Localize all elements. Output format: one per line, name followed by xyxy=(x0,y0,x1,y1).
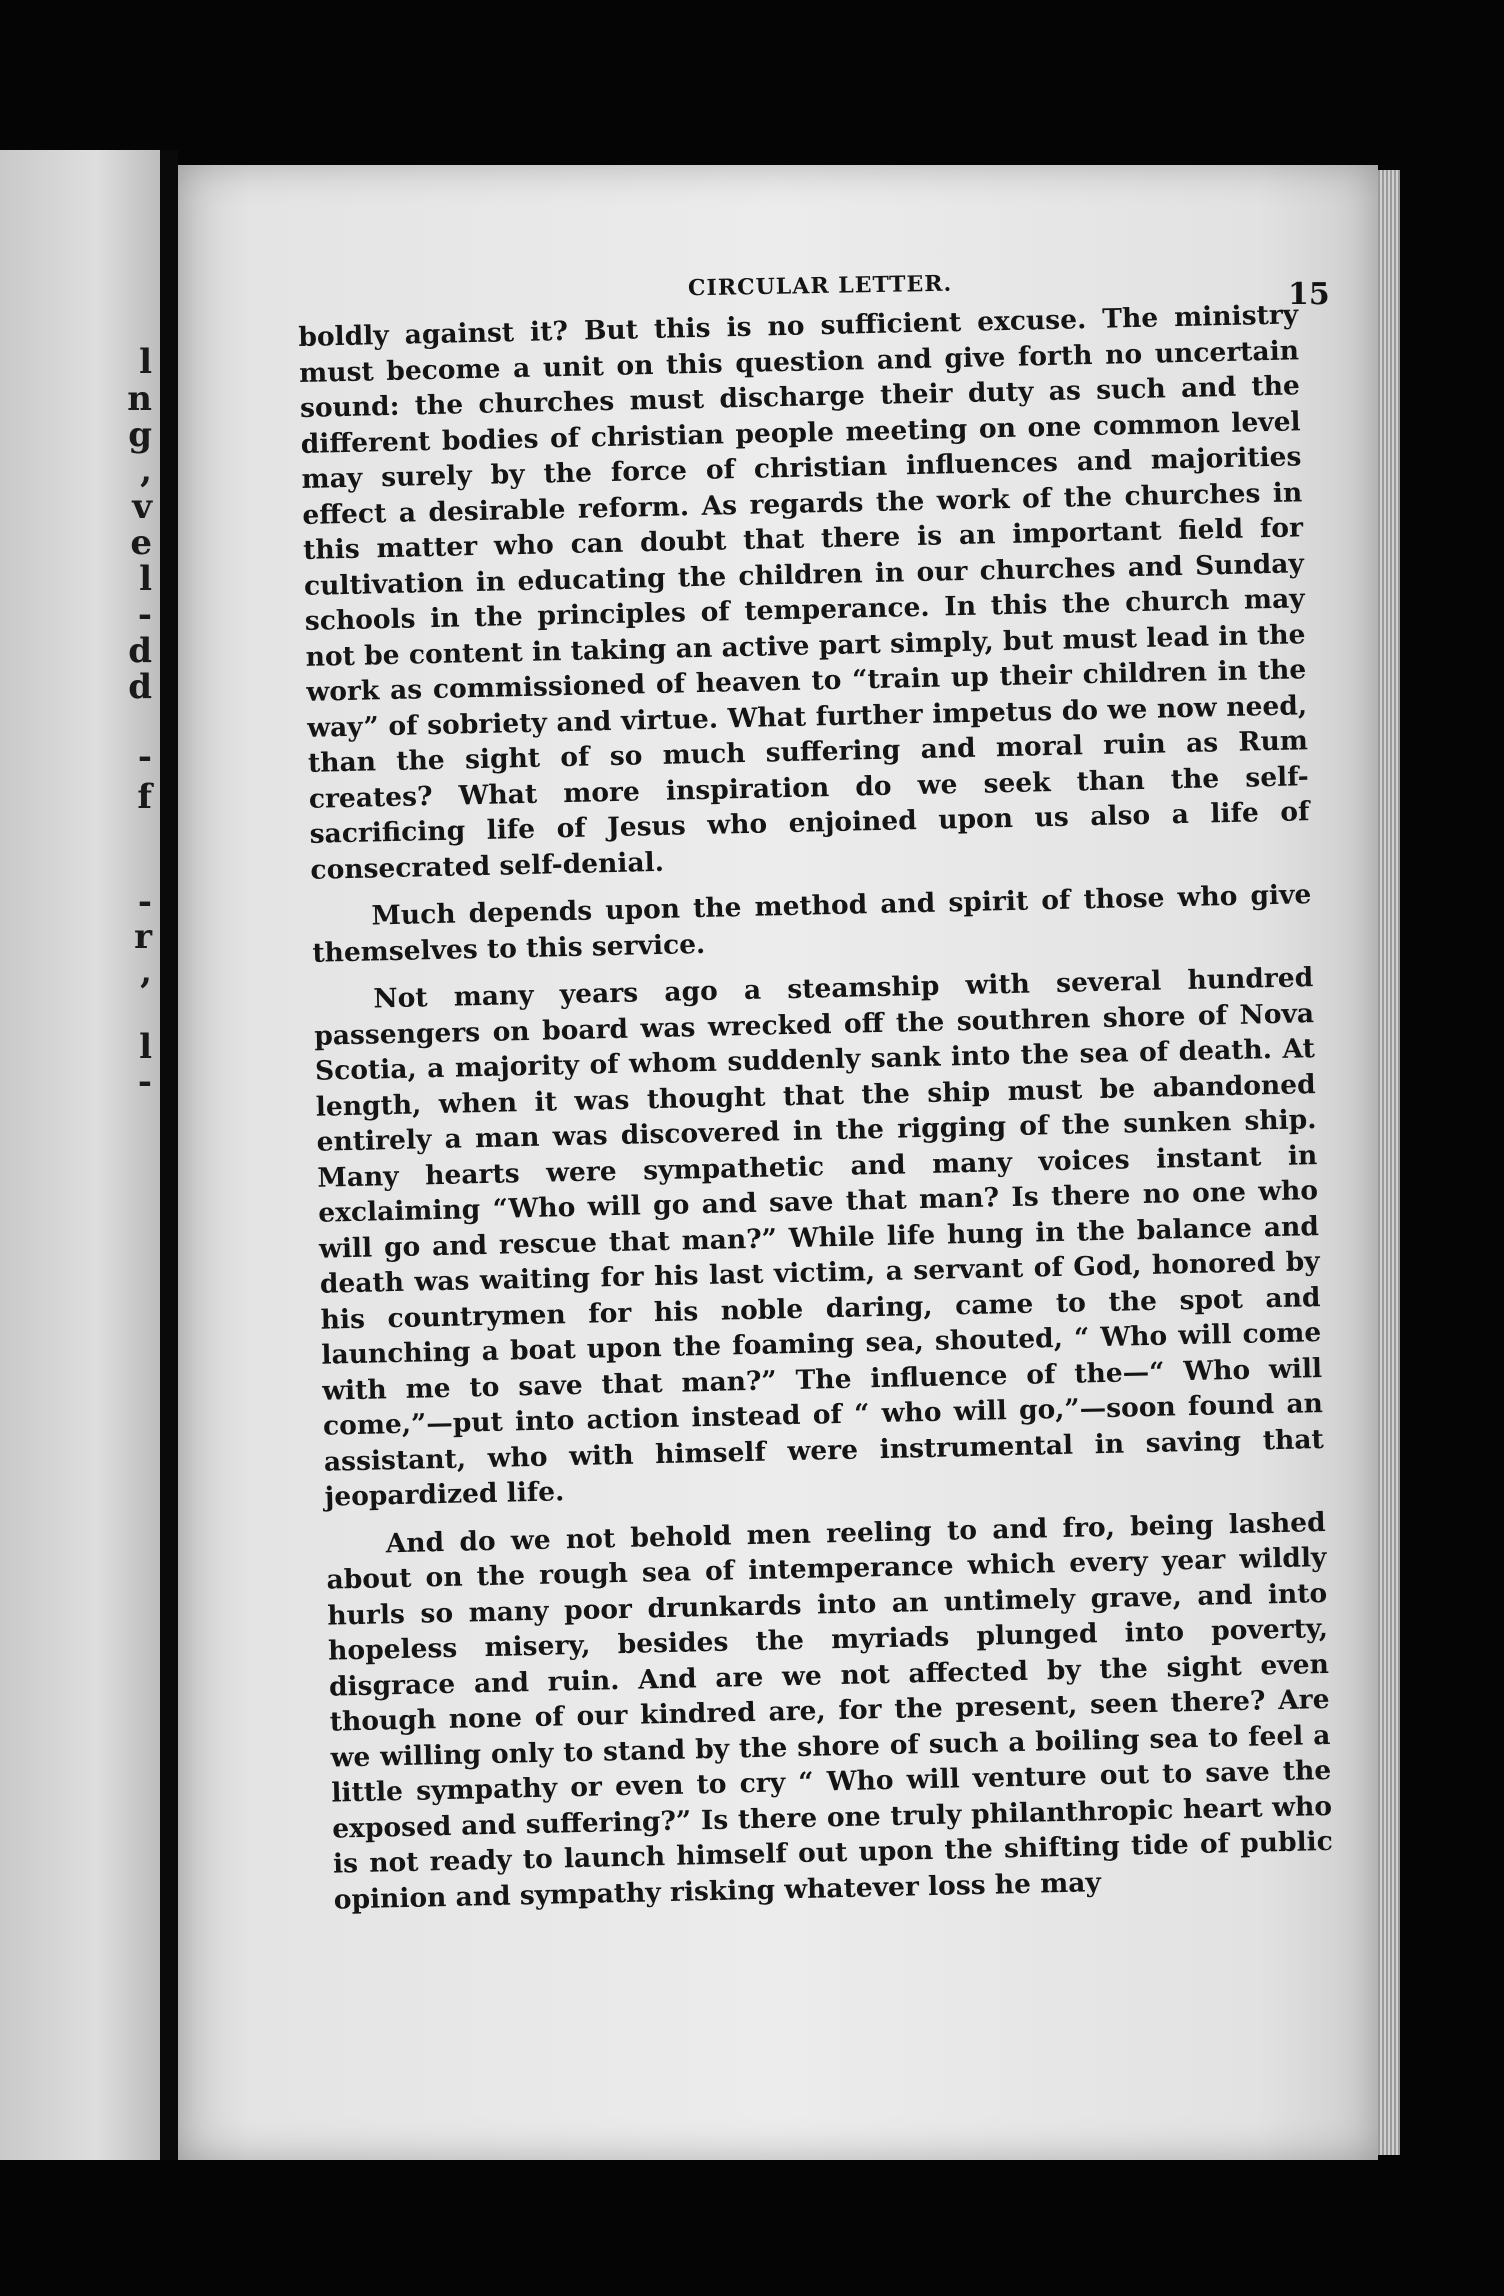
paragraph: boldly against it? But this is no sufficient excuse. The ministry must become a unit on this question and give forth no uncertain sound: the churches must discharge their duty as such and the different bodies of christian people meeting on one common level may surely by the force of christian influences and majorities effect a desirable reform. As regards the work of the churches in this matter who can doubt that there is an important field for cultivation in educating the children in our churches and Sunday schools in the principles of temperance. In this the church may not be content in taking an active part simply, but must lead in the work as commissioned of heaven to “train up their children in the way” of sobriety and virtue. What further impetus do we now need, than the sight of so much suffering and moral ruin as Rum creates? What more inspiration do we seek than the self-sacrificing life of Jesus who enjoined upon us also a life of consecrated self-denial. xyxy=(298,299,1310,886)
prev-page-fragment: - xyxy=(137,1062,152,1102)
prev-page-fragment: v xyxy=(132,487,152,527)
prev-page-fragment: - xyxy=(137,882,152,922)
prev-page-fragment: g xyxy=(128,415,152,455)
book-page xyxy=(178,165,1378,2160)
prev-page-fragment: d xyxy=(128,631,152,671)
prev-page-fragment: n xyxy=(127,379,152,419)
paragraph: Not many years ago a steamship with several hundred passengers on board was wrecked off the southren shore of Nova Scotia, a majority of whom suddenly sank into the sea of death. At length, when it was thought that the ship must be abandoned entirely a man was discovered in the rigging of the sunken ship. Many hearts were sympathetic and many voices instant in exclaiming “Who will go and save that man? Is there no one who will go and rescue that man?” While life hung in the balance and death was waiting for his last victim, a servant of God, honored by his countrymen for his noble daring, came to the spot and launching a boat upon the foaming sea, shouted, “ Who will come with me to save that man?” The influence of the—“ Who will come,”—put into action instead of “ who will go,”—soon found an assistant, who with himself were instrumental in saving that jeopardized life. xyxy=(313,962,1325,1513)
prev-page-fragment: r xyxy=(134,917,152,957)
body-text xyxy=(298,297,1334,1929)
prev-page-fragment: e xyxy=(130,523,152,563)
prev-page-fragment: l xyxy=(139,559,152,599)
prev-page-fragment: f xyxy=(137,777,152,817)
page-number: 15 xyxy=(1288,277,1330,312)
paragraph: Much depends upon the method and spirit of those who give themselves to this service. xyxy=(312,879,1312,969)
book-gutter xyxy=(160,150,178,2160)
page-stack-edge xyxy=(1378,170,1400,2155)
prev-page-fragment: - xyxy=(137,595,152,635)
previous-page-edge xyxy=(0,150,160,2160)
paragraph: And do we not behold men reeling to and fro, being lashed about on the rough sea of intemperance which every year wildly hurls so many poor drunkards into an untimely grave, and into hopeless misery, besides the myriads plunged into poverty, disgrace and ruin. And are we not affected by the sight even though none of our kindred are, for the present, seen there? Are we willing only to stand by the shore of such a boiling sea to feel a little sympathy or even to cry “ Who will venture out to save the exposed and suffering?” Is there one truly philanthropic heart who is not ready to launch himself out upon the shifting tide of public opinion and sympathy risking whatever loss he may xyxy=(326,1506,1334,1916)
prev-page-fragment: l xyxy=(139,342,152,382)
prev-page-fragment: - xyxy=(137,737,152,777)
prev-page-fragment: l xyxy=(139,1027,152,1067)
running-head: CIRCULAR LETTER. xyxy=(687,270,953,302)
prev-page-fragment: d xyxy=(128,667,152,707)
prev-page-fragment: , xyxy=(140,451,152,491)
prev-page-fragment: , xyxy=(140,952,152,992)
